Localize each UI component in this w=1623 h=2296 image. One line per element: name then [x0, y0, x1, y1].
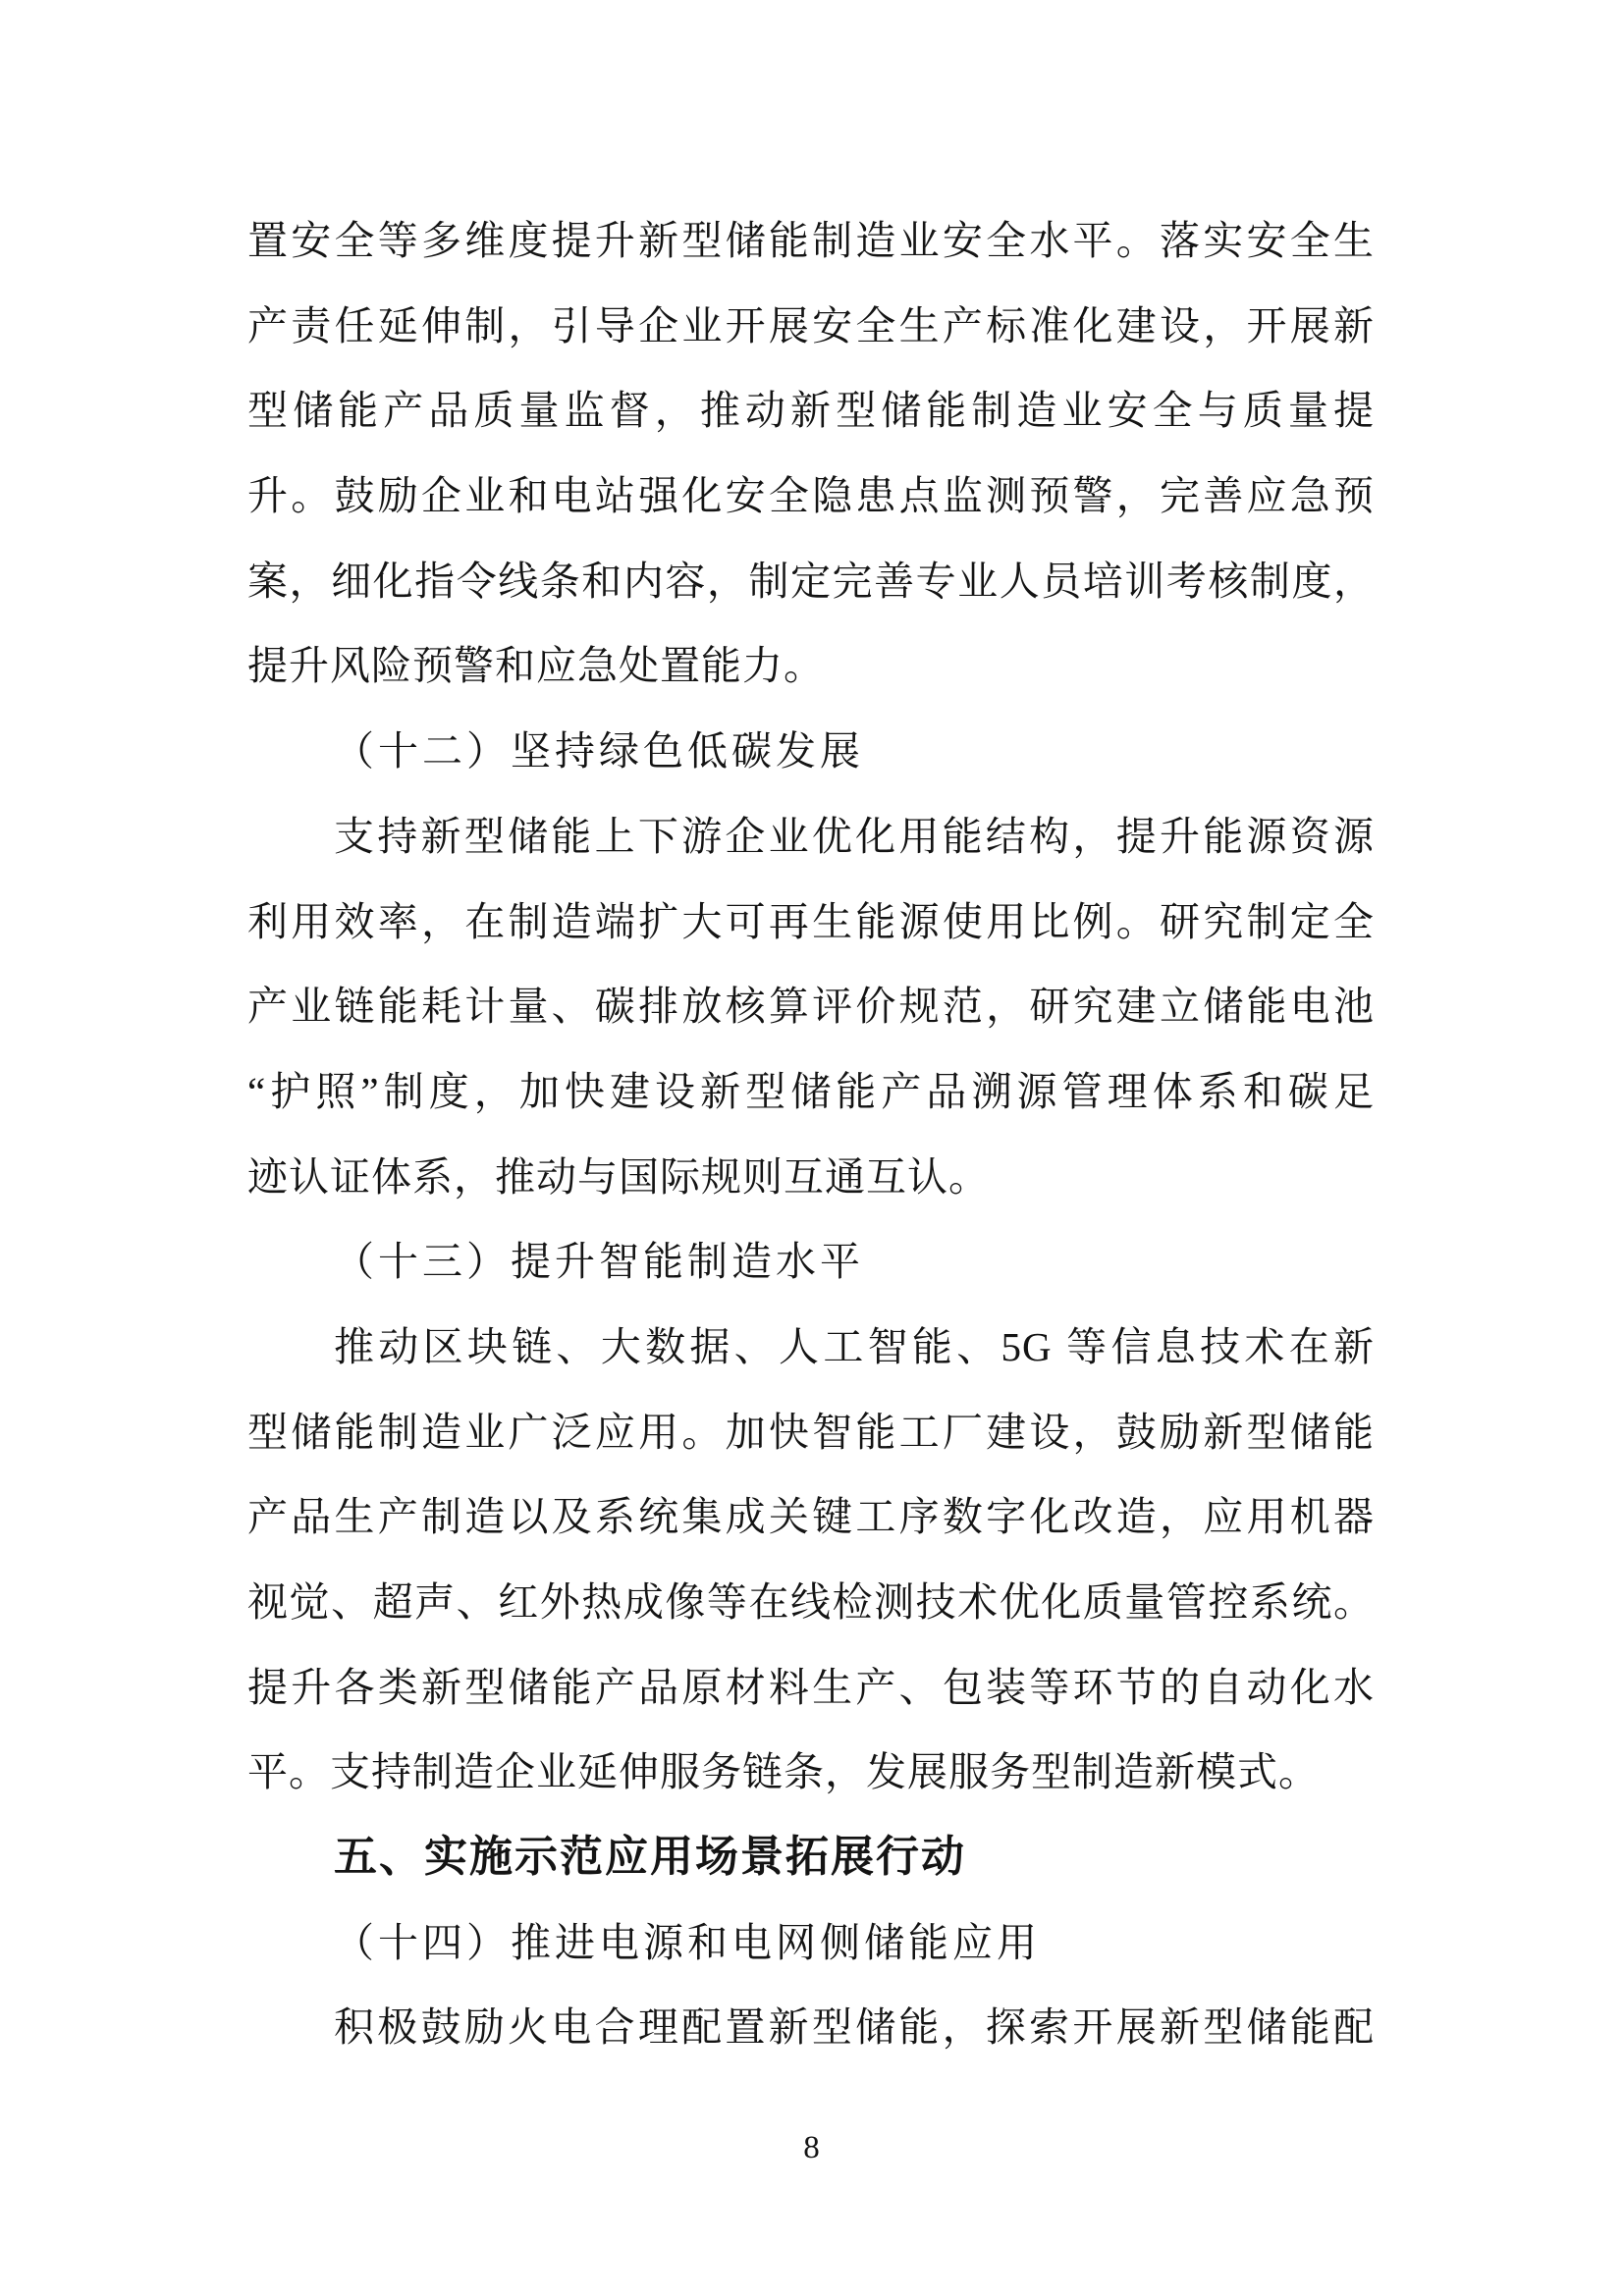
body-text-line: 利用效率，在制造端扩大可再生能源使用比例。研究制定全	[247, 898, 1375, 944]
body-text-line: 置安全等多维度提升新型储能制造业安全水平。落实安全生	[247, 218, 1375, 263]
page-number: 8	[803, 2130, 820, 2165]
section-heading: 五、实施示范应用场景拓展行动	[334, 1833, 966, 1882]
body-text-line: 平。支持制造企业延伸服务链条，发展服务型制造新模式。	[247, 1749, 1320, 1795]
body-text-line: 推动区块链、大数据、人工智能、5G 等信息技术在新	[334, 1323, 1375, 1369]
subsection-heading: （十三）提升智能制造水平	[334, 1239, 864, 1285]
body-text-line: 产责任延伸制，引导企业开展安全生产标准化建设，开展新	[247, 302, 1375, 348]
body-text-line: 型储能制造业广泛应用。加快智能工厂建设，鼓励新型储能	[247, 1409, 1375, 1455]
subsection-heading: （十四）推进电源和电网侧储能应用	[334, 1919, 1041, 1965]
body-text-line: 积极鼓励火电合理配置新型储能，探索开展新型储能配	[334, 2004, 1375, 2051]
page-body-text	[247, 198, 1375, 2070]
subsection-heading: （十二）坚持绿色低碳发展	[334, 728, 864, 774]
body-text-line: 产品生产制造以及系统集成关键工序数字化改造，应用机器	[247, 1494, 1375, 1540]
body-text-line: 升。鼓励企业和电站强化安全隐患点监测预警，完善应急预	[247, 473, 1375, 519]
body-text-line: 型储能产品质量监督，推动新型储能制造业安全与质量提	[247, 388, 1375, 434]
body-text-line: 迹认证体系，推动与国际规则互通互认。	[247, 1153, 990, 1200]
body-text-line: 视觉、超声、红外热成像等在线检测技术优化质量管控系统。	[247, 1579, 1375, 1625]
body-text-line: 提升各类新型储能产品原材料生产、包装等环节的自动化水	[247, 1664, 1375, 1710]
body-text-line: 支持新型储能上下游企业优化用能结构，提升能源资源	[334, 813, 1375, 859]
body-text-line: “护照”制度，加快建设新型储能产品溯源管理体系和碳足	[247, 1068, 1375, 1114]
body-text-line: 产业链能耗计量、碳排放核算评价规范，研究建立储能电池	[247, 984, 1375, 1030]
body-text-line: 提升风险预警和应急处置能力。	[247, 643, 825, 689]
body-text-line: 案，细化指令线条和内容，制定完善专业人员培训考核制度，	[247, 558, 1375, 604]
